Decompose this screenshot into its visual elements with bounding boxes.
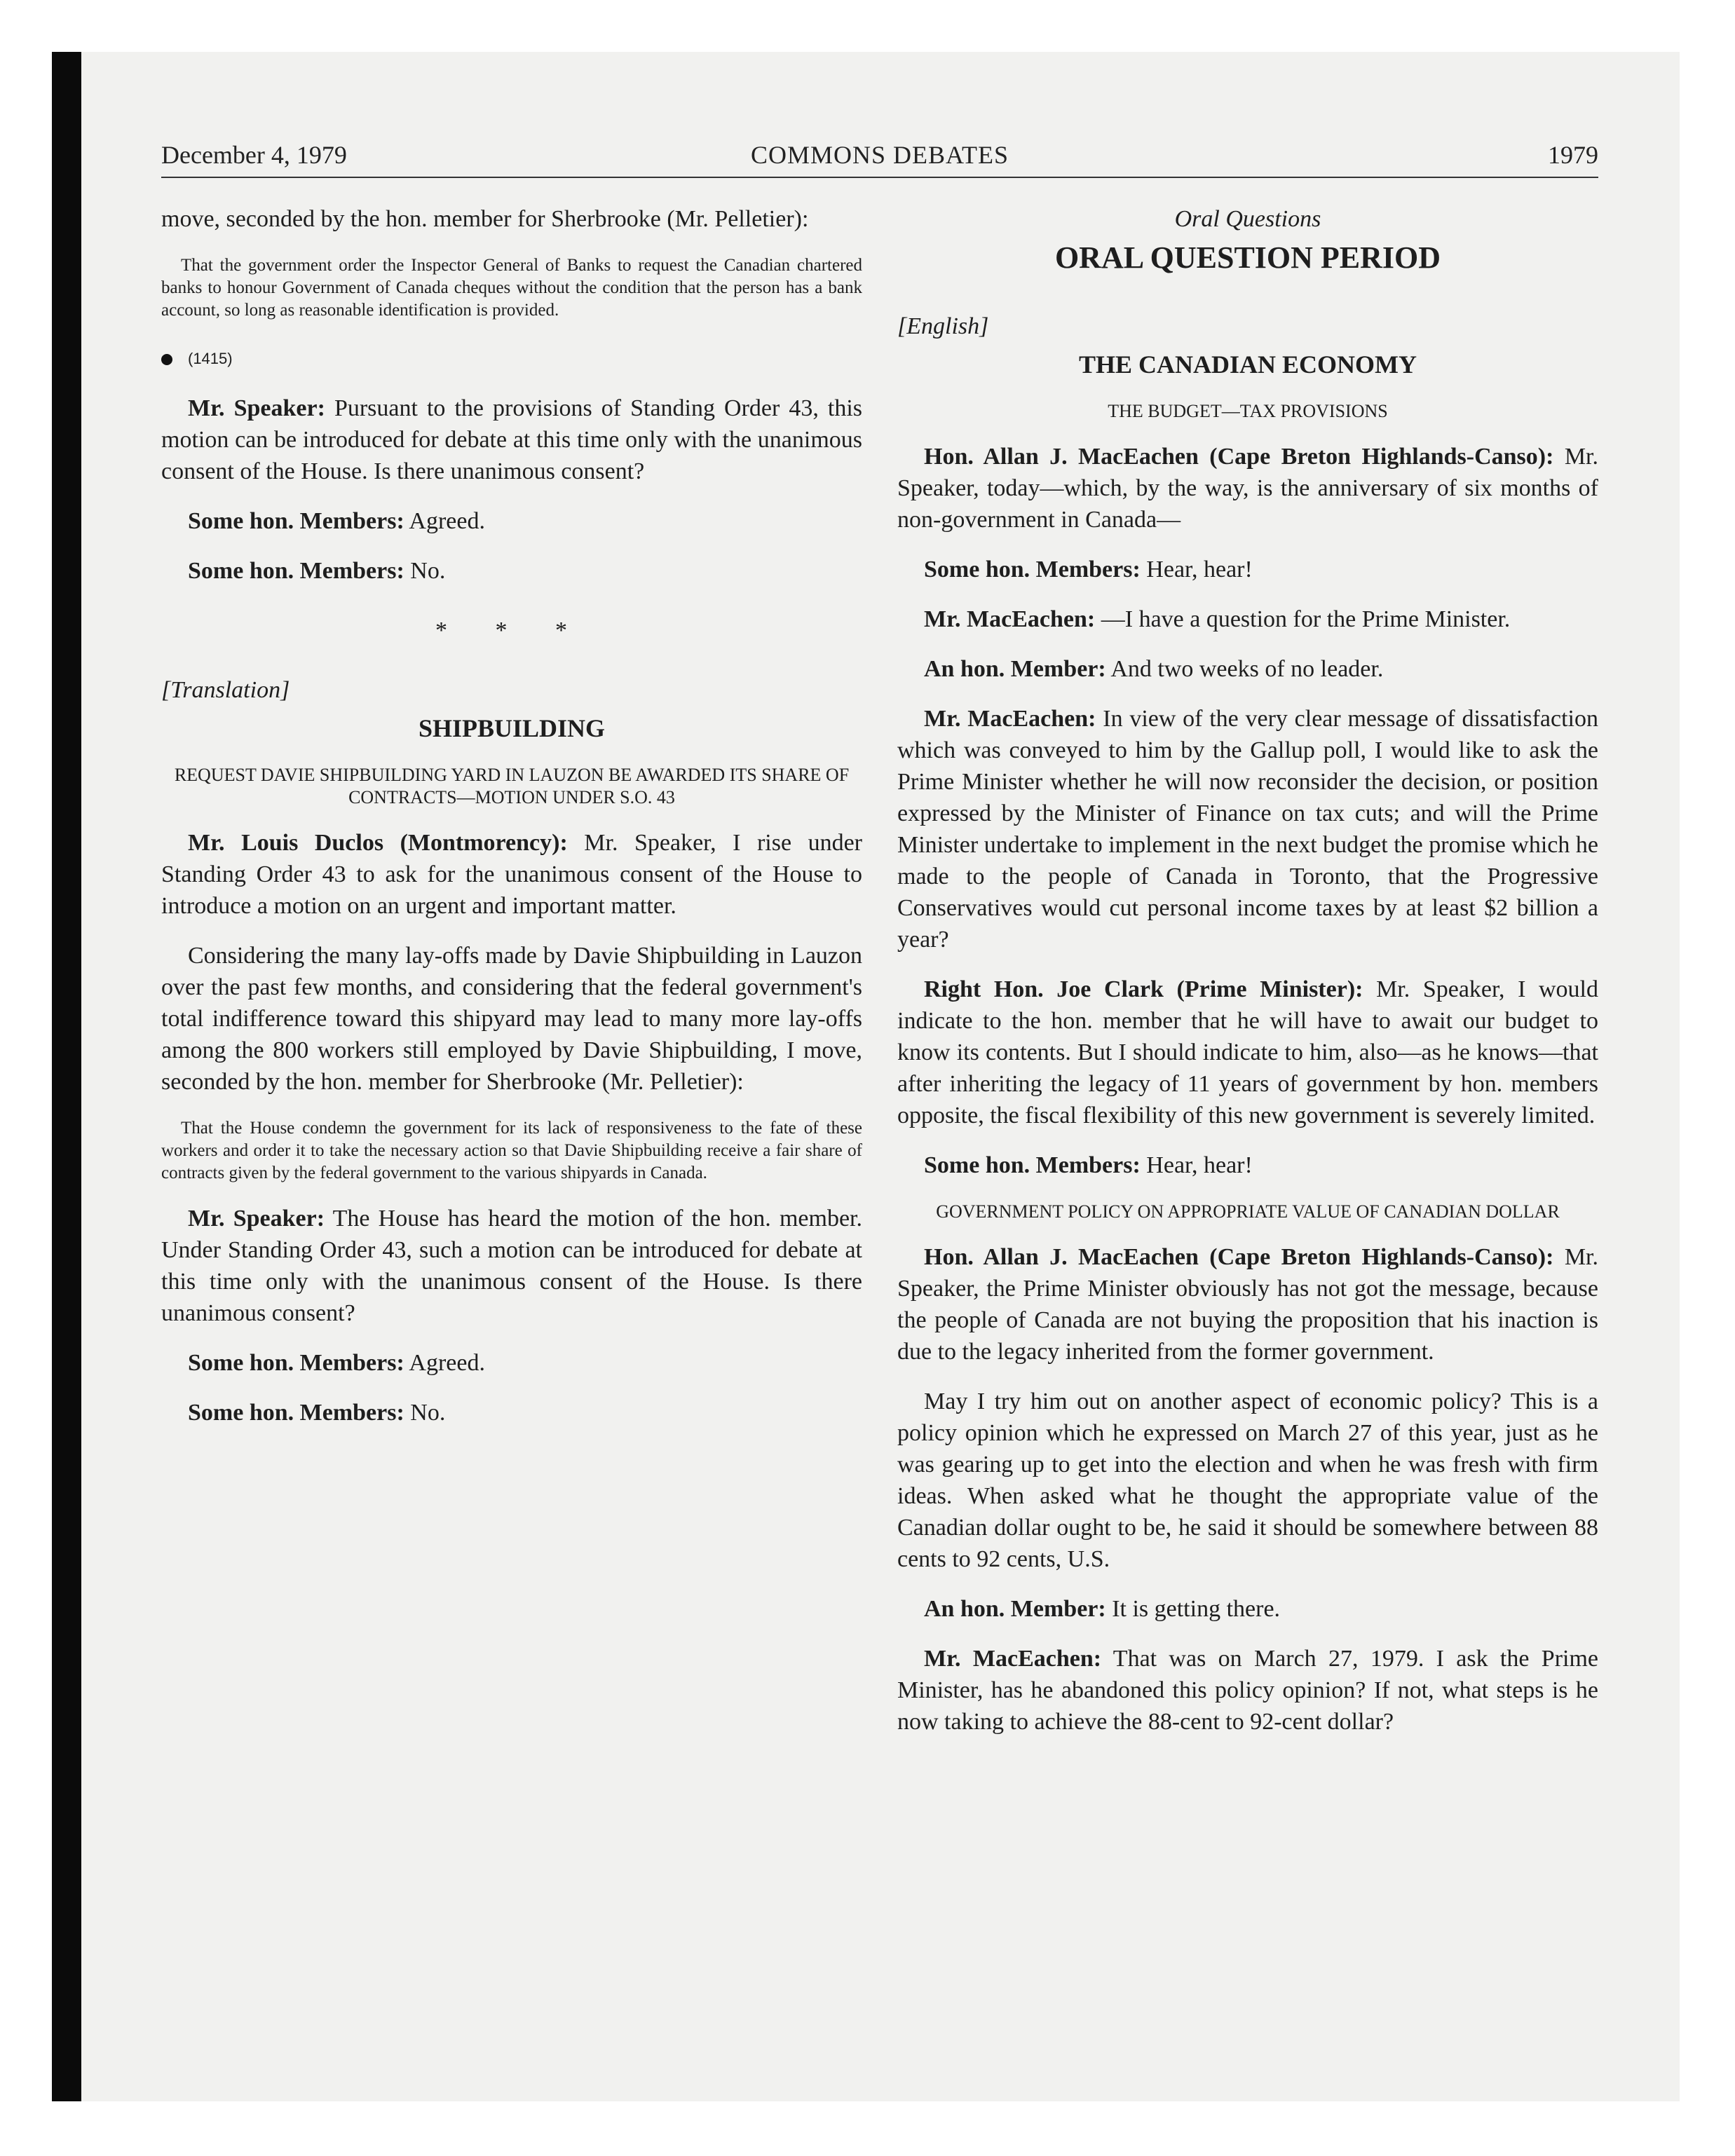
speech-paragraph	[161, 827, 862, 922]
speech-paragraph	[897, 1593, 1598, 1625]
left-column	[161, 203, 862, 1428]
speaker-name: Mr. Speaker:	[188, 1206, 325, 1231]
speech-paragraph	[897, 703, 1598, 955]
speaker-name: Some hon. Members:	[924, 557, 1141, 582]
speech-paragraph	[161, 1203, 862, 1329]
time-marker-label: (1415)	[188, 350, 233, 367]
speech-paragraph: May I try him out on another aspect of economic policy? This is a policy opinion which he expressed on March 27 of this year, just as he was gearing up to get into the election and when he was fresh with firm ideas. When asked what he thought the appropriate value of the Canadian dollar ought to be, he said it should be somewhere between 88 cents to 92 cents, U.S.	[897, 1389, 1598, 1572]
header-publication: COMMONS DEBATES	[750, 141, 1009, 169]
speaker-name: Hon. Allan J. MacEachen (Cape Breton Highlands-Canso):	[924, 1244, 1554, 1270]
language-tag: [English]	[897, 313, 989, 339]
intro-paragraph: move, seconded by the hon. member for Sherbrooke (Mr. Pelletier):	[161, 206, 809, 232]
speaker-name: Hon. Allan J. MacEachen (Cape Breton Highlands-Canso):	[924, 444, 1554, 470]
speaker-name: Some hon. Members:	[924, 1152, 1141, 1178]
speech-text: No.	[410, 1400, 446, 1426]
section-heading: SHIPBUILDING	[418, 714, 606, 742]
speaker-name: Some hon. Members:	[188, 1400, 404, 1426]
speech-paragraph	[897, 603, 1598, 635]
speech-paragraph	[897, 441, 1598, 535]
section-label: Oral Questions	[1174, 206, 1321, 232]
section-subheading: THE BUDGET—TAX PROVISIONS	[1108, 401, 1388, 421]
speech-paragraph	[897, 974, 1598, 1131]
speech-text: No.	[410, 558, 446, 584]
speaker-name: Mr. Speaker:	[188, 395, 325, 421]
time-marker	[161, 343, 862, 374]
speech-paragraph	[897, 653, 1598, 685]
page-title: ORAL QUESTION PERIOD	[1054, 240, 1441, 275]
speech-text: —I have a question for the Prime Minister.	[1101, 606, 1511, 632]
speech-text: Mr. Speaker, the Prime Minister obviously has not got the message, because the people of Canada are not buying the proposition that his inaction is due to the legacy inherited from the former government.	[897, 1244, 1598, 1365]
speech-text: Hear, hear!	[1146, 557, 1253, 582]
page-header	[161, 140, 1598, 175]
speech-text: Pursuant to the provisions of Standing Order 43, this motion can be introduced for debate at this time only with the unanimous consent of the House. Is there unanimous consent?	[161, 395, 862, 484]
section-subheading: GOVERNMENT POLICY ON APPROPRIATE VALUE OF CANADIAN DOLLAR	[936, 1201, 1560, 1222]
speech-text: Agreed.	[409, 1350, 485, 1376]
speech-text: Mr. Speaker, I rise under Standing Order 43 to ask for the unanimous consent of the House to introduce a motion on an urgent and important matter.	[161, 830, 862, 919]
speech-text: The House has heard the motion of the hon. member. Under Standing Order 43, such a motion can be introduced for debate at this time only with the unanimous consent of the House. Is there unanimous consent?	[161, 1206, 862, 1326]
binding-edge	[52, 52, 81, 2101]
speaker-name: Some hon. Members:	[188, 508, 404, 534]
speaker-name: An hon. Member:	[924, 1596, 1106, 1622]
speaker-name: Mr. MacEachen:	[924, 706, 1096, 732]
speech-paragraph	[897, 554, 1598, 585]
header-date: December 4, 1979	[161, 141, 347, 169]
speech-paragraph	[897, 1643, 1598, 1738]
header-page-number: 1979	[1548, 141, 1598, 169]
speech-paragraph: Considering the many lay-offs made by Davie Shipbuilding in Lauzon over the past few months, and considering that the federal government's total indifference toward this shipyard may lead to many more lay-offs among the 800 workers still employed by Davie Shipbuilding, I move, seconded by the hon. member for Sherbrooke (Mr. Pelletier):	[161, 943, 862, 1095]
speech-paragraph	[161, 505, 862, 537]
header-rule	[161, 177, 1598, 178]
speech-paragraph	[897, 1241, 1598, 1367]
speech-paragraph	[161, 1347, 862, 1379]
section-subheading: REQUEST DAVIE SHIPBUILDING YARD IN LAUZON BE AWARDED ITS SHARE OF CONTRACTS—MOTION UNDER S.O. 43	[174, 765, 850, 807]
speech-text: Hear, hear!	[1146, 1152, 1253, 1178]
speaker-name: Mr. Louis Duclos (Montmorency):	[188, 830, 568, 856]
speech-text: Agreed.	[409, 508, 485, 534]
speech-text: In view of the very clear message of dissatisfaction which was conveyed to him by the Gallup poll, I would like to ask the Prime Minister whether he will now reconsider the decision, or position expressed by the Minister of Finance on tax cuts; and will the Prime Minister undertake to implement in the next budget the promise which he made to the people of Canada in Toronto, that the Progressive Conservatives would cut personal income taxes by at least $2 billion a year?	[897, 706, 1598, 953]
speech-text: It is getting there.	[1112, 1596, 1281, 1622]
right-column	[897, 203, 1598, 1738]
speech-text: That was on March 27, 1979. I ask the Prime Minister, has he abandoned this policy opinion? If not, what steps is he now taking to achieve the 88-cent to 92-cent dollar?	[897, 1646, 1598, 1735]
speaker-name: Some hon. Members:	[188, 558, 404, 584]
speaker-name: Mr. MacEachen:	[924, 1646, 1102, 1672]
speaker-name: Some hon. Members:	[188, 1350, 404, 1376]
section-separator: * * *	[435, 618, 588, 643]
speech-text: And two weeks of no leader.	[1110, 656, 1384, 682]
speaker-name: Right Hon. Joe Clark (Prime Minister):	[924, 976, 1363, 1002]
speaker-name: An hon. Member:	[924, 656, 1106, 682]
speech-paragraph	[161, 555, 862, 587]
bullet-icon	[161, 354, 172, 365]
motion-text: That the House condemn the government for its lack of responsiveness to the fate of these workers and order it to take the necessary action so that Davie Shipbuilding receive a fair share of contracts given by the federal government to the various shipyards in Canada.	[161, 1119, 862, 1182]
speaker-name: Mr. MacEachen:	[924, 606, 1096, 632]
speech-text: Mr. Speaker, today—which, by the way, is the anniversary of six months of non-government in Canada—	[897, 444, 1598, 533]
speech-paragraph	[161, 1397, 862, 1428]
motion-text: That the government order the Inspector General of Banks to request the Canadian chartered banks to honour Government of Canada cheques without the condition that the person has a bank account, so long as reasonable identification is provided.	[161, 256, 862, 320]
language-tag: [Translation]	[161, 677, 290, 703]
speech-text: Mr. Speaker, I would indicate to the hon. member that he will have to await our budget to know its contents. But I should indicate to him, also—as he knows—that after inheriting the legacy of 11 years of government by hon. members opposite, the fiscal flexibility of this new government is severely limited.	[897, 976, 1598, 1128]
speech-paragraph	[161, 393, 862, 487]
speech-paragraph	[897, 1149, 1598, 1181]
section-heading: THE CANADIAN ECONOMY	[1078, 350, 1417, 378]
